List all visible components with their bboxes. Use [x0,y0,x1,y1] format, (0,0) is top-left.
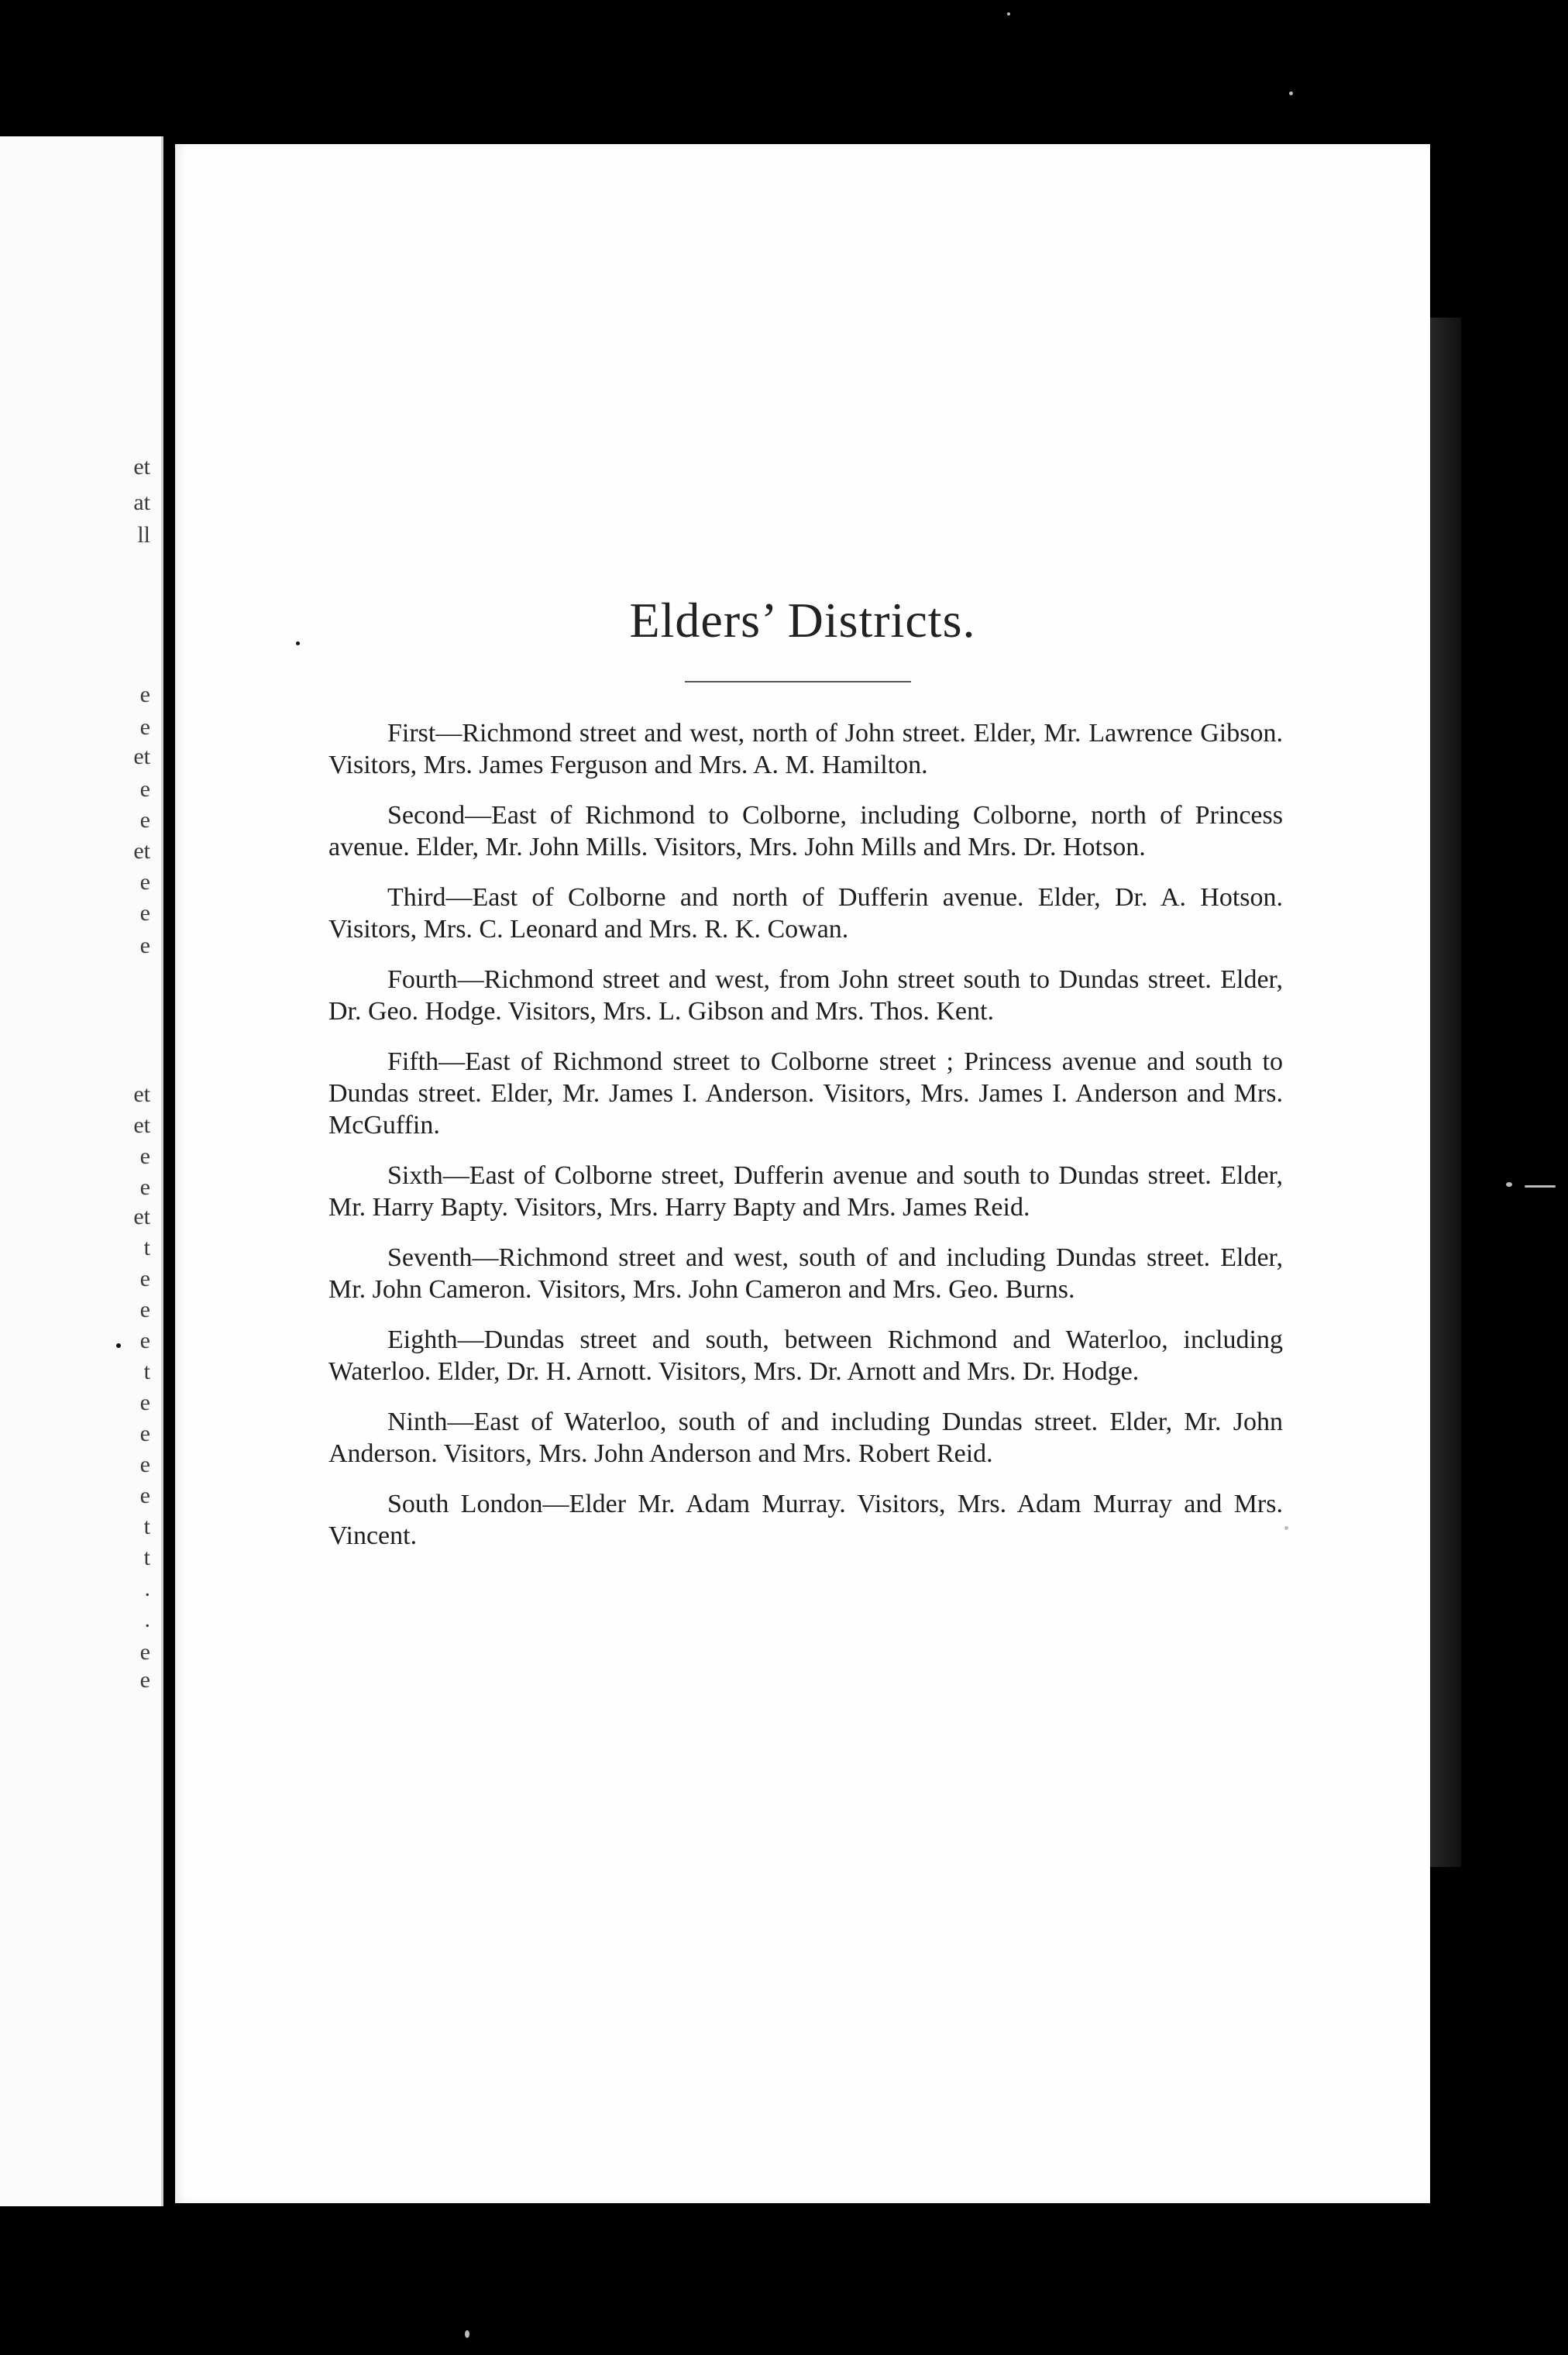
left-fragment: et [133,744,150,769]
left-fragment: e [139,1639,150,1665]
left-fragment: e [139,1483,150,1508]
left-fragment: e [139,1328,150,1353]
left-fragment: e [139,1297,150,1322]
district-list [328,717,1283,1570]
left-fragment: et [133,1204,150,1229]
scan-speck [1506,1182,1512,1187]
left-fragment: e [139,807,150,833]
left-fragment: et [133,1112,150,1138]
left-fragment: e [139,776,150,802]
left-fragment: e [139,900,150,926]
left-fragment: at [133,490,150,515]
district-entry-south-london: South London—Elder Mr. Adam Murray. Visitors, Mrs. Adam Murray and Mrs. Vincent. [328,1490,1283,1550]
left-fragment: e [139,1421,150,1446]
district-entry-third: Third—East of Colborne and north of Dufferin avenue. Elder, Dr. A. Hotson. Visitors, Mrs. C. Leonard and Mrs. R. K. Cowan. [328,883,1283,944]
left-fragment: ll [137,522,150,548]
left-facing-page [0,136,163,2206]
left-fragment: e [139,1667,150,1693]
left-page-text-fragments [104,136,150,2206]
scan-speck [465,2330,469,2338]
district-entry-eighth: Eighth—Dundas street and south, between Richmond and Waterloo, including Waterloo. Elder, Dr. H. Arnott. Visitors, Mrs. Dr. Arnott and Mrs. Dr. Hodge. [328,1325,1283,1386]
left-fragment: . [144,1607,150,1632]
district-entry-second: Second—East of Richmond to Colborne, including Colborne, north of Princess avenue. Elder, Mr. John Mills. Visitors, Mrs. John Mills and Mrs. Dr. Hotson. [328,801,1283,861]
left-fragment: e [139,714,150,740]
left-fragment: . [144,1576,150,1601]
left-fragment: t [143,1514,150,1539]
title-divider [685,681,911,682]
left-fragment: e [139,1143,150,1169]
left-fragment: t [143,1359,150,1384]
scan-speck [1289,91,1293,95]
district-entry-ninth: Ninth—East of Waterloo, south of and including Dundas street. Elder, Mr. John Anderson. Visitors, Mrs. John Anderson and Mrs. Robert Reid. [328,1408,1283,1468]
left-fragment: et [133,454,150,480]
district-entry-first: First—Richmond street and west, north of John street. Elder, Mr. Lawrence Gibson. Visitors, Mrs. James Ferguson and Mrs. A. M. Hamilton. [328,719,1283,779]
scan-speck [1284,1526,1288,1530]
left-fragment: e [139,933,150,958]
left-fragment: t [143,1545,150,1570]
page-speck [116,1343,121,1348]
left-fragment: e [139,1390,150,1415]
left-fragment: et [133,1081,150,1107]
left-fragment: e [139,1266,150,1291]
district-entry-seventh: Seventh—Richmond street and west, south of and including Dundas street. Elder, Mr. John Cameron. Visitors, Mrs. John Cameron and Mrs. Geo. Burns. [328,1243,1283,1304]
document-page [175,144,1430,2203]
left-fragment: e [139,1174,150,1200]
page-speck [296,641,300,645]
district-entry-sixth: Sixth—East of Colborne street, Dufferin avenue and south to Dundas street. Elder, Mr. Harry Bapty. Visitors, Mrs. Harry Bapty and Mrs. James Reid. [328,1161,1283,1222]
page-edge-shadow [1425,318,1461,1867]
left-fragment: et [133,838,150,864]
district-entry-fifth: Fifth—East of Richmond street to Colborne street ; Princess avenue and south to Dundas street. Elder, Mr. James I. Anderson. Visitors, Mrs. James I. Anderson and Mrs. McGuffin. [328,1047,1283,1140]
page-title: Elders’ Districts. [629,593,976,648]
left-fragment: e [139,869,150,895]
scan-speck [1525,1185,1556,1188]
district-entry-fourth: Fourth—Richmond street and west, from John street south to Dundas street. Elder, Dr. Geo. Hodge. Visitors, Mrs. L. Gibson and Mrs. Thos. Kent. [328,965,1283,1026]
left-fragment: e [139,1452,150,1477]
left-fragment: e [139,682,150,707]
scan-speck [1007,12,1010,15]
left-fragment: t [143,1235,150,1260]
